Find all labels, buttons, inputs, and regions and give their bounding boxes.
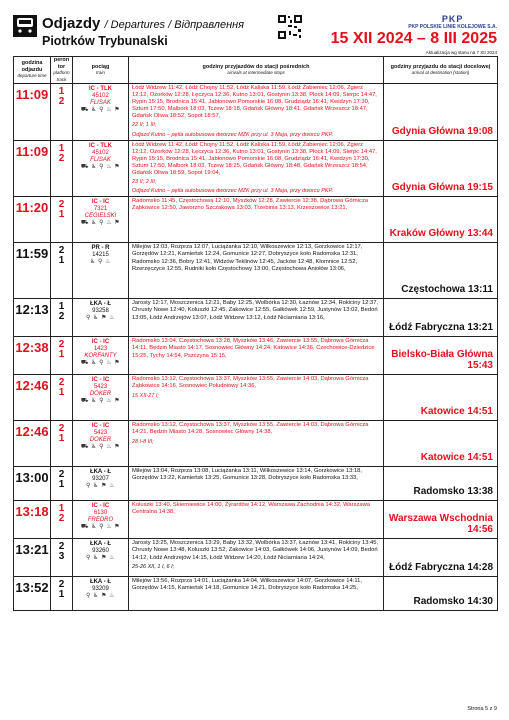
- train-cell: [73, 375, 129, 421]
- destination-arrival: Radomsko 14:30: [384, 577, 498, 611]
- col-stops-en: arrivals at intermediate stops: [227, 70, 285, 75]
- page-title: [42, 15, 244, 32]
- stops-text: Jarosty 12:17, Moszczenica 12:21, Baby 12:25, Wolbórka 12:30, Łaznów 12:34, Rokiciny 12:37, Chrusty Nowe 12:40, Koluszki 12:45, Zakowice 12:55, Gałkówek 12:59, Justynów 13:02, Bedoń 13:05, Łódź Andrzejów 13:07, Łódź Widzew 13:12, Łódź Niciarniana 13:16,: [132, 300, 379, 321]
- platform-number: 2: [58, 423, 65, 435]
- track-number: 2: [58, 513, 65, 525]
- train-category: IC - TLK: [89, 142, 112, 149]
- table-row: [14, 197, 498, 243]
- destination-arrival: Kraków Główny 13:44: [384, 197, 498, 243]
- destination-arrival: Częstochowa 13:11: [384, 243, 498, 299]
- service-dates-note: 23 II; 2 III;: [132, 179, 157, 186]
- train-name: KORFANTY: [84, 353, 117, 360]
- train-cell: [73, 197, 129, 243]
- destination-arrival: Radomsko 13:38: [384, 467, 498, 501]
- train-number: 7321: [93, 206, 108, 213]
- train-name: FLISAK: [90, 156, 111, 163]
- table-row: [14, 337, 498, 375]
- col-dest-en: arrival at destination (station): [411, 70, 470, 75]
- col-time-label: godzina odjazdu: [21, 60, 43, 73]
- train-number: 5423: [93, 430, 108, 437]
- train-number: 14215: [92, 252, 109, 259]
- departure-time: 13:21: [14, 539, 51, 577]
- destination-arrival: Warszawa Wschodnia 14:56: [384, 501, 498, 539]
- col-platform: [51, 57, 73, 84]
- intermediate-stops: [129, 539, 384, 577]
- stops-text: Radomsko 13:04, Częstochowa 13:28, Myszków 13:46, Zawiercie 13:55, Dąbrowa Górnicza 14:11, Będzin Miasto 14:17, Sosnowiec Główny 14:24, Katowice 14:36, Czechowice-Dziedzice 15:25, Tychy 14:54, Pszczyna 15:15,: [132, 338, 375, 359]
- train-cell: [73, 299, 129, 337]
- platform-cell: [51, 375, 73, 421]
- train-cell: [73, 243, 129, 299]
- train-amenity-icons: ⛟ ♿ ⚲ ♨ ⚑: [80, 444, 121, 451]
- train-amenity-icons: ⛟ ♿ ⚲ ♨ ⚑: [80, 398, 121, 405]
- table-row: [14, 501, 498, 539]
- destination-arrival: Bielsko-Biała Główna 15:43: [384, 337, 498, 375]
- platform-number: 1: [58, 503, 65, 515]
- train-cell: [73, 467, 129, 501]
- destination-arrival: Gdynia Główna 19:15: [384, 140, 498, 197]
- train-number: 6130: [93, 510, 108, 517]
- service-dates-note: 25-26 XII, 1 I, 6 I;: [132, 563, 175, 570]
- train-cell: [73, 577, 129, 611]
- table-row: [14, 243, 498, 299]
- track-number: 2: [58, 311, 65, 323]
- intermediate-stops: [129, 467, 384, 501]
- train-category: ŁKA - Ł: [89, 469, 112, 476]
- departure-time: 12:13: [14, 299, 51, 337]
- stops-text: Łódź Widzew 11:42, Łódź Chojny 11:52, Łódź Kaliska 11:59, Łódź Żabieniec 12:06, Zgierz 12:12, Ozorków 12:28, Łęczyca 12:36, Kutno 13:01, Gostynin 13:38, Płock 14:09, Sierpc 14:47, Rypin 15:15, Brodnica 15:41, Jabłonowo Pomorskie 16:08, Grudziądz 16:41, Kwidzyn 17:30, Sztum 17:50, Malbork 18:03, Tczew 18:18, Gdańsk Główny 18:41, Gdańsk Wrzeszcz 18:47, Gdańsk Oliwa 18:52, Sopot 18:57,: [132, 85, 377, 120]
- platform-number: 2: [58, 541, 65, 553]
- platform-number: 2: [58, 579, 65, 591]
- track-number: 3: [58, 551, 65, 563]
- platform-number: 2: [58, 469, 65, 481]
- bus-departure-note: Odjazd Kutno – pętla autobusowa dworzec MZK przy ul. 3 Maja, przy dworcu PKP.: [132, 188, 334, 195]
- destination-arrival: Łódź Fabryczna 13:21: [384, 299, 498, 337]
- departure-time: 13:52: [14, 577, 51, 611]
- track-number: 2: [58, 152, 65, 164]
- train-number: 93207: [92, 476, 109, 483]
- table-row: [14, 299, 498, 337]
- table-row: [14, 140, 498, 197]
- train-amenity-icons: ⛟ ♿ ⚲ ♨ ⚑: [80, 163, 121, 170]
- station-name: Piotrków Trybunalski: [42, 34, 168, 48]
- intermediate-stops: [129, 577, 384, 611]
- platform-cell: [51, 140, 73, 197]
- platform-cell: [51, 467, 73, 501]
- track-number: 1: [58, 209, 65, 221]
- train-cell: [73, 140, 129, 197]
- stops-text: Milejów 13:04, Rozprza 13:08, Luciążanka 13:11, Wilkoszewice 13:14, Gorzkowice 13:18, Gorzędów 13:22, Kamieńsk 13:25, Gomunice 13:28, Dobryszyce koło Radomska 13:33,: [132, 468, 362, 482]
- platform-cell: [51, 299, 73, 337]
- pkp-company: PKP POLSKIE LINIE KOLEJOWE S.A.: [408, 24, 497, 30]
- train-category: IC - IC: [91, 503, 110, 510]
- train-cell: [73, 337, 129, 375]
- destination-arrival: Łódź Fabryczna 14:28: [384, 539, 498, 577]
- track-number: 2: [58, 96, 65, 107]
- train-number: 5423: [93, 384, 108, 391]
- intermediate-stops: [129, 84, 384, 141]
- pkp-logo-text: PKP: [441, 14, 464, 24]
- track-number: 1: [58, 255, 65, 267]
- train-name: DOKER: [89, 437, 112, 444]
- train-amenity-icons: ⚲ ♿ ⚑ ♨: [85, 593, 116, 600]
- col-stops: [129, 57, 384, 84]
- intermediate-stops: [129, 299, 384, 337]
- departure-time: 12:38: [14, 337, 51, 375]
- departure-time: 13:18: [14, 501, 51, 539]
- platform-cell: [51, 501, 73, 539]
- timetable-body: [14, 84, 498, 611]
- intermediate-stops: [129, 421, 384, 467]
- platform-cell: [51, 421, 73, 467]
- col-platform-en: platform track: [53, 70, 70, 82]
- departure-time: 13:00: [14, 467, 51, 501]
- train-icon: [12, 14, 38, 38]
- bus-departure-note: Odjazd Kutno – pętla autobusowa dworzec MZK przy ul. 3 Maja, przy dworcu PKP.: [132, 131, 334, 138]
- train-number: 93260: [92, 548, 109, 555]
- intermediate-stops: [129, 501, 384, 539]
- track-number: 1: [58, 479, 65, 491]
- destination-arrival: Gdynia Główna 19:08: [384, 84, 498, 141]
- train-amenity-icons: ⛟ ♿ ⚲ ♨ ⚑: [80, 220, 121, 227]
- platform-cell: [51, 243, 73, 299]
- platform-cell: [51, 539, 73, 577]
- departure-time: 11:20: [14, 197, 51, 243]
- table-row: [14, 84, 498, 141]
- train-amenity-icons: ⛟ ♿ ⚲ ♨ ⚑: [80, 524, 121, 531]
- table-row: [14, 539, 498, 577]
- track-number: 1: [58, 349, 65, 361]
- train-category: IC - IC: [91, 339, 110, 346]
- stops-text: Radomsko 13:12, Częstochowa 13:37, Myszków 13:55, Zawiercie 14:03, Dąbrowa Górnicza 14:21, Będzin Miasto 14:28, Sosnowiec Główny 14:38,: [132, 422, 369, 436]
- train-name: FREDRO: [87, 517, 114, 524]
- train-category: IC - IC: [91, 423, 110, 430]
- track-number: 1: [58, 433, 65, 445]
- title-text: Odjazdy: [42, 15, 101, 32]
- platform-number: 1: [58, 86, 65, 97]
- intermediate-stops: [129, 243, 384, 299]
- platform-number: 2: [58, 339, 65, 351]
- platform-number: 1: [58, 142, 65, 154]
- departure-time: 11:59: [14, 243, 51, 299]
- platform-cell: [51, 197, 73, 243]
- track-number: 1: [58, 589, 65, 601]
- service-dates-note: 22 II; 1 III;: [132, 122, 157, 129]
- train-name: DOKER: [89, 391, 112, 398]
- platform-number: 2: [58, 245, 65, 257]
- col-destination: [384, 57, 498, 84]
- page-number: Strona 5 z 9: [467, 706, 497, 712]
- platform-cell: [51, 84, 73, 141]
- train-amenity-icons: ⛟ ♿ ⚲ ♨ ⚑: [80, 107, 121, 113]
- pkp-logo: [408, 14, 497, 30]
- intermediate-stops: [129, 140, 384, 197]
- platform-cell: [51, 337, 73, 375]
- stops-text: Łódź Widzew 11:42, Łódź Chojny 11:52, Łódź Kaliska 11:59, Łódź Żabieniec 12:06, Zgierz 12:12, Ozorków 12:28, Łęczyca 12:36, Kutno 13:01, Gostynin 13:38, Płock 14:09, Sierpc 14:47, Rypin 15:15, Brodnica 15:41, Jabłonowo Pomorskie 16:08, Grudziądz 16:41, Kwidzyn 17:30, Sztum 17:50, Malbork 18:03, Tczew 18:25, Gdańsk Główny 18:48, Gdańsk Wrzeszcz 18:54, Gdańsk Oliwa 18:59, Sopot 19:04,: [132, 141, 377, 177]
- track-number: 1: [58, 387, 65, 399]
- qr-code-icon: [277, 14, 303, 40]
- departure-time: 12:46: [14, 375, 51, 421]
- train-number: 93258: [92, 308, 109, 315]
- destination-arrival: Katowice 14:51: [384, 375, 498, 421]
- train-amenity-icons: ⚲ ♿ ⚑ ♨: [85, 315, 116, 322]
- train-number: 1423: [93, 346, 108, 353]
- header: [12, 12, 497, 60]
- train-category: IC - IC: [91, 377, 110, 384]
- departure-time: 11:09: [14, 140, 51, 197]
- stops-text: Jarosty 13:25, Moszczenica 13:29, Baby 13:32, Wolbórka 13:37, Łaznów 13:41, Rokiciny 13:45, Chrusty Nowe 13:48, Koluszki 13:52, Zakowice 14:03, Gałkówek 14:06, Justynów 14:09, Bedoń 14:12, Łódź Andrzejów 14:15, Łódź Widzew 14:20, Łódź Niciarniana 14:24,: [132, 540, 379, 561]
- train-category: IC - IC: [91, 199, 110, 206]
- platform-cell: [51, 577, 73, 611]
- intermediate-stops: [129, 375, 384, 421]
- col-time: [14, 57, 51, 84]
- col-platform-label: peron tor: [53, 57, 70, 70]
- train-amenity-icons: ♿ ⚲ ♨: [90, 259, 111, 266]
- train-category: IC - TLK: [89, 86, 112, 92]
- stops-text: Radomsko 13:12, Częstochowa 13:37, Myszków 13:55, Zawiercie 14:03, Dąbrowa Górnicza Ząbkowice 14:16, Sosnowiec Południowy 14:36,: [132, 376, 369, 390]
- table-row: [14, 577, 498, 611]
- platform-number: 1: [58, 301, 65, 313]
- train-name: FLISAK: [90, 100, 111, 106]
- train-amenity-icons: ⛟ ♿ ⚲ ♨ ⚑: [80, 360, 121, 367]
- update-note: Aktualizacja wg stanu na 7 XII 2024: [425, 50, 497, 55]
- departure-time: 12:46: [14, 421, 51, 467]
- title-subtitle: / Departures / Відправлення: [104, 19, 245, 31]
- service-dates-note: 28 I-8 III;: [132, 438, 154, 445]
- train-category: ŁKA - Ł: [89, 541, 112, 548]
- platform-number: 2: [58, 199, 65, 211]
- table-row: [14, 375, 498, 421]
- col-stops-label: godziny przyjazdów do stacji pośrednich: [202, 63, 310, 70]
- stops-text: Milejów 12:03, Rozprza 12:07, Luciążanka 12:10, Wilkoszewice 12:13, Gorzkowice 12:17, Gorzędów 12:21, Kamieńsk 12:24, Gomunice 12:27, Dobryszyce koło Radomska 12:31, Radomsko 12:36, Bobry 12:41, Widzów Teklinów 12:45, Jacków 12:48, Kłomnice 12:52, Rzerzęczyce 12:55, Rudniki koło Częstochowy 13:00, Częstochowa Aniołów 13:06,: [132, 244, 363, 272]
- col-train-en: train: [96, 70, 105, 75]
- intermediate-stops: [129, 337, 384, 375]
- departure-time: 11:09: [14, 84, 51, 141]
- train-number: 45102: [92, 149, 109, 156]
- train-category: PR - R: [91, 245, 110, 252]
- train-cell: [73, 539, 129, 577]
- train-name: CEGIELSKI: [84, 213, 117, 220]
- col-train: [73, 57, 129, 84]
- service-dates-note: 15 XII-27 I;: [132, 392, 159, 399]
- train-cell: [73, 501, 129, 539]
- platform-number: 2: [58, 377, 65, 389]
- table-header: [14, 57, 498, 84]
- col-time-en: departure time: [17, 73, 47, 79]
- table-row: [14, 467, 498, 501]
- destination-arrival: Katowice 14:51: [384, 421, 498, 467]
- timetable: [13, 56, 498, 611]
- intermediate-stops: [129, 197, 384, 243]
- col-train-label: pociąg: [91, 63, 110, 70]
- train-amenity-icons: ⚲ ♿ ⚑ ♨: [85, 555, 116, 562]
- train-cell: [73, 421, 129, 467]
- train-number: 93209: [92, 586, 109, 593]
- stops-text: Milejów 13:56, Rozprza 14:01, Luciążanka 14:04, Wilkoszewice 14:07, Gorzkowice 14:11, Gorzędów 14:15, Kamieńsk 14:18, Gomunice 14:21, Dobryszyce koło Radomska 14:25,: [132, 578, 362, 592]
- stops-text: Koluszki 13:40, Skierniewice 14:00, Żyrardów 14:12, Warszawa Zachodnia 14:32, Warszawa Centralna 14:38,: [132, 502, 371, 516]
- col-dest-label: godziny przyjazdu do stacji docelowej: [390, 63, 491, 70]
- stops-text: Radomsko 11:45, Częstochowa 12:10, Myszków 12:28, Zawiercie 12:38, Dąbrowa Górnicza Ząbkowice 12:50, Jaworzno Szczakowa 13:03, Trzebinia 13:13, Krzeszowice 13:21,: [132, 198, 369, 212]
- train-category: ŁKA - Ł: [89, 301, 112, 308]
- train-number: 45102: [92, 93, 109, 99]
- table-row: [14, 421, 498, 467]
- train-cell: [73, 84, 129, 141]
- train-amenity-icons: ⚲ ♿ ⚑ ♨: [85, 483, 116, 490]
- validity-period: 15 XII 2024 – 8 III 2025: [330, 30, 497, 47]
- train-category: ŁKA - Ł: [89, 579, 112, 586]
